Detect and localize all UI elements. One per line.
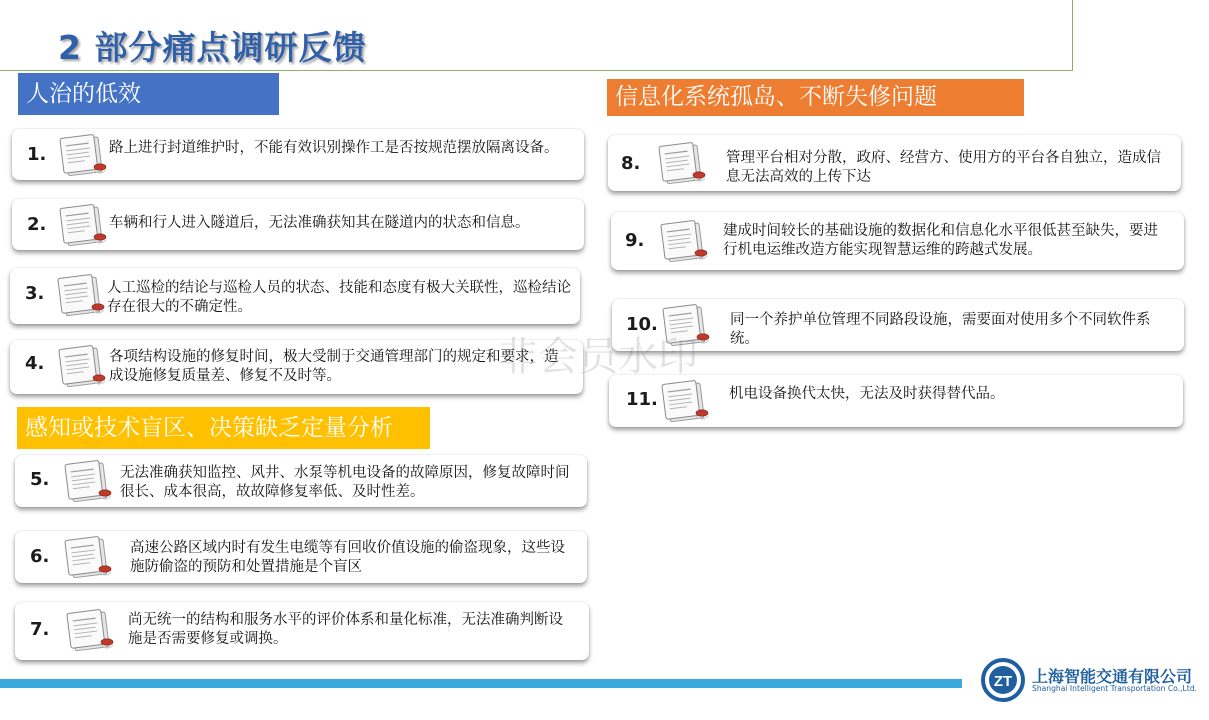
item-number: 2.	[27, 214, 47, 235]
page-title: 2 部分痛点调研反馈	[58, 28, 367, 67]
company-logo	[980, 657, 1026, 703]
section-header-blind-spots: 感知或技术盲区、决策缺乏定量分析	[17, 407, 430, 449]
item-number: 5.	[30, 469, 50, 490]
item-text: 建成时间较长的基础设施的数据化和信息化水平很低甚至缺失，要进行机电运维改造方能实现智慧运维的跨越式发展。	[723, 223, 1158, 258]
item-number: 1.	[27, 144, 47, 165]
logo-letters: ZT	[993, 673, 1013, 690]
company-name-cn: 上海智能交通有限公司	[1032, 667, 1193, 686]
item-card-8	[608, 135, 1181, 191]
item-text: 路上进行封道维护时，不能有效识别操作工是否按规范摆放隔离设备。	[109, 140, 559, 156]
item-number: 7.	[30, 619, 50, 640]
item-number: 3.	[25, 283, 45, 304]
item-number: 11.	[626, 389, 658, 410]
item-text: 同一个养护单位管理不同路段设施，需要面对使用多个不同软件系统。	[730, 312, 1151, 347]
item-number: 8.	[621, 153, 641, 174]
item-text: 高速公路区域内时有发生电缆等有回收价值设施的偷盗现象，这些设施防偷盗的预防和处置措施是个盲区	[130, 540, 565, 575]
document-icon	[54, 202, 110, 248]
document-icon	[53, 343, 109, 389]
item-text: 尚无统一的结构和服务水平的评价体系和量化标准，无法准确判断设施是否需要修复或调换。	[128, 612, 563, 647]
item-text: 机电设备换代太快，无法及时获得替代品。	[729, 386, 1005, 402]
section-header-info-silos: 信息化系统孤岛、不断失修问题	[607, 79, 1024, 116]
company-name-en: Shanghai Intelligent Transportation Co.,Ltd.	[1032, 684, 1197, 693]
item-text: 车辆和行人进入隧道后，无法准确获知其在隧道内的状态和信息。	[109, 215, 530, 231]
item-text: 管理平台相对分散，政府、经营方、使用方的平台各自独立，造成信息无法高效的上传下达	[726, 150, 1161, 185]
section-header-manual-inefficiency: 人治的低效	[18, 73, 279, 115]
item-number: 6.	[30, 546, 50, 567]
item-card-6	[15, 531, 587, 583]
document-icon	[61, 607, 117, 653]
item-text: 人工巡检的结论与巡检人员的状态、技能和态度有极大关联性，巡检结论存在很大的不确定性。	[107, 280, 571, 315]
item-number: 10.	[626, 314, 658, 335]
document-icon	[653, 140, 709, 186]
document-icon	[59, 534, 115, 580]
item-number: 4.	[25, 353, 45, 374]
item-card-9	[611, 212, 1184, 270]
item-card-7	[15, 602, 589, 660]
item-text: 各项结构设施的修复时间，极大受制于交通管理部门的规定和要求，造成设施修复质量差、修复不及时等。	[109, 349, 559, 384]
document-icon	[59, 458, 115, 504]
document-icon	[656, 378, 712, 424]
item-card-3	[10, 268, 580, 324]
item-card-5	[15, 455, 587, 507]
item-card-2	[12, 199, 584, 250]
document-icon	[655, 218, 711, 264]
item-card-11	[609, 375, 1183, 427]
item-card-1	[12, 129, 584, 180]
document-icon	[52, 272, 108, 318]
item-text: 无法准确获知监控、风井、水泵等机电设备的故障原因，修复故障时间很长、成本很高，故故障修复率低、及时性差。	[120, 465, 570, 500]
watermark-text: 非会员水印	[498, 334, 698, 380]
footer-bar	[0, 679, 962, 688]
document-icon	[54, 132, 110, 178]
item-number: 9.	[625, 230, 645, 251]
